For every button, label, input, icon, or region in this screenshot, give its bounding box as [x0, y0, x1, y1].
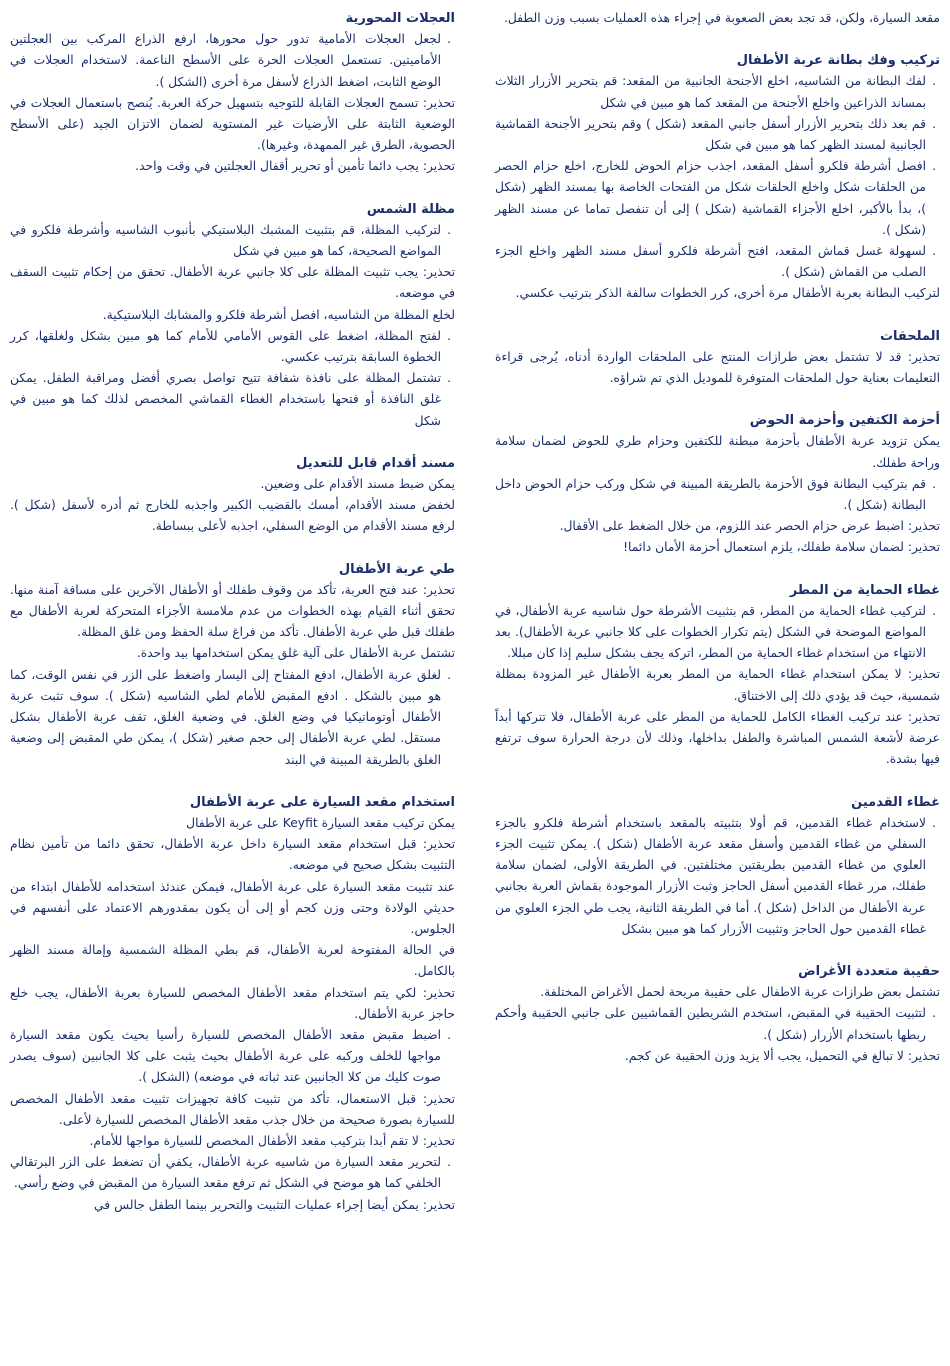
- paragraph: تشتمل بعض طرازات عربة الاطفال على حقيبة مريحة لحمل الأغراض المختلفة.: [540, 985, 940, 1000]
- manual-section: [495, 792, 940, 940]
- bullet-item: . لتركيب المظلة، قم بتثبيت المشبك البلاستيكي بأنبوب الشاسيه وأشرطة فلكرو في المواضع الصحيحة، كما هو مبين في شكل: [10, 220, 455, 262]
- section-heading: مظلة الشمس: [366, 201, 455, 217]
- paragraph: تحذير: لا تبالغ في التحميل، يجب ألا يزيد وزن الحقيبة عن كجم.: [624, 1048, 940, 1063]
- paragraph: تحذير: لكي يتم استخدام مقعد الأطفال المخصص للسيارة بعربة الأطفال، يجب خلع حاجز عربة الأطفال.: [10, 985, 455, 1021]
- section-spacer: [495, 940, 940, 961]
- section-heading: تركيب وفك بطانة عربة الأطفال: [736, 53, 940, 69]
- paragraph: تحذير: قبل استخدام مقعد السيارة داخل عربة الأطفال، تحقق دائما من تأمين نظام التثبيت بشكل صحيح في موضعه.: [10, 837, 455, 873]
- paragraph: تحذير: يمكن أيضا إجراء عمليات التثبيت والتحرير بينما الطفل جالس في: [94, 1197, 455, 1212]
- manual-section: [10, 199, 455, 432]
- manual-section: [10, 8, 455, 178]
- section-spacer: [10, 178, 455, 199]
- section-heading: مسند أقدام قابل للتعديل: [296, 455, 455, 471]
- manual-section: [495, 326, 940, 390]
- paragraph: تحذير: يجب تثبيت المظلة على كلا جانبي عربة الأطفال. تحقق من إحكام تثبيت السقف في موضعه.: [10, 265, 455, 301]
- section-heading: غطاء الحماية من المطر: [789, 582, 940, 598]
- manual-section: [495, 50, 940, 304]
- left-column: [10, 8, 455, 1216]
- section-heading: حقيبة متعددة الأغراض: [798, 963, 940, 979]
- manual-section: [495, 8, 940, 29]
- bullet-item: . قم بعد ذلك بتحرير الأزرار أسفل جانبي المقعد (شكل ) وقم بتحرير الأجنحة القماشية الجانبية لمسند الظهر كما هو مبين في شكل: [495, 114, 940, 156]
- paragraph: تحذير: تسمح العجلات القابلة للتوجيه بتسهيل حركة العربة. يُنصح باستعمال العجلات في الوضعية الثابتة على الأرضيات غير المستوية لضمان الاتزان الجيد (على الأسطح الحصوية، الطرق غير الممهدة، وغيرها).: [10, 95, 455, 153]
- bullet-item: . اضبط مقبض مقعد الأطفال المخصص للسيارة رأسيا بحيث يكون مقعد السيارة مواجها للخلف وركبه على عربة الأطفال بحيث يثبت على كلا الجانبين (سوف يصدر صوت كليك من كلا الجانبين عند ثباته في موضعه) (الشكل ).: [10, 1025, 455, 1089]
- paragraph: تحذير: عند تركيب الغطاء الكامل للحماية من المطر على عربة الأطفال، فلا تتركها أبداً عرضة لأشعة الشمس المباشرة والطفل بداخلها، وذلك لأن درجة الحرارة سوف ترتفع فيها بشدة.: [495, 709, 940, 767]
- section-heading: طي عربة الأطفال: [338, 561, 455, 577]
- section-spacer: [10, 538, 455, 559]
- bullet-item: . لتركيب غطاء الحماية من المطر، قم بتثبيت الأشرطة حول شاسيه عربة الأطفال، في المواضع الموضحة في الشكل (يتم تكرار الخطوات على كلا جانبي عربة الأطفال). بعد الانتهاء من استخدام غطاء الحماية من المطر، اتركه يجف بشكل سليم إذا كان مبللا.: [495, 601, 940, 665]
- section-heading: استخدام مقعد السيارة على عربة الأطفال: [189, 794, 455, 810]
- bullet-item: . لفك البطانة من الشاسيه، اخلع الأجنحة الجانبية من المقعد: قم بتحرير الأزرار الثلاث بمساند الذراعين واخلع الأجنحة من المقعد كما هو مبين في شكل: [495, 71, 940, 113]
- paragraph: تحذير: اضبط عرض حزام الحصر عند اللزوم، من خلال الضغط على الأقفال.: [559, 519, 940, 534]
- section-spacer: [495, 29, 940, 50]
- section-spacer: [10, 771, 455, 792]
- section-spacer: [495, 559, 940, 580]
- manual-section: [10, 792, 455, 1216]
- paragraph: تشتمل عربة الأطفال على آلية غلق يمكن استخدامها بيد واحدة.: [136, 646, 455, 661]
- bullet-item: . لاستخدام غطاء القدمين، قم أولا بتثبيته بالمقعد باستخدام أشرطة فلكرو بالجزء السفلي من غطاء القدمين وأسفل مقعد عربة الأطفال (شكل ). يمكن تثبيت الجزء العلوي من غطاء القدمين بطريقتين مختلفتين. في الطريقة الأولى، لضمان سلامة طفلك، مرر غطاء القدمين أسفل الحاجز وثبت الأزرار الموجودة بقماش العربة بجانبي عربة الأطفال من الداخل (شكل ). أما في الطريقة الثانية، يجب طي الجزء العلوي من غطاء القدمين حول الحاجز وتثبيت الأزرار كما هو مبين بشكل: [495, 813, 940, 940]
- section-heading: أحزمة الكتفين وأحزمة الحوض: [749, 413, 940, 429]
- bullet-item: . افصل أشرطة فلكرو أسفل المقعد، اجذب حزام الحوض للخارج، اخلع حزام الحصر من الحلقات شكل واخلع الحلقات شكل من الفتحات الخاصة بها بمسند الظهر (شكل )، بدأ بالأكبر، اخلع الأجزاء القماشية (شكل ) إلى أن تنفصل تماما عن مسند الظهر (شكل ).: [495, 156, 940, 241]
- section-heading: العجلات المحورية: [345, 11, 455, 26]
- paragraph: تحذير: عند فتح العربة، تأكد من وقوف طفلك أو الأطفال الآخرين على مسافة آمنة منها. تحقق أثناء القيام بهذه الخطوات من عدم ملامسة الأجزاء المتحركة لعربة الأطفال مع طفلك قبل طي عربة الأطفال. تأكد من فراغ سلة الحفظ ومن غلق المظلة.: [10, 582, 455, 640]
- manual-section: [495, 410, 940, 558]
- manual-section: [10, 559, 455, 771]
- bullet-item: . لفتح المظلة، اضغط على القوس الأمامي للأمام كما هو مبين بشكل ولغلقها، كرر الخطوة السابقة بترتيب عكسي.: [10, 326, 455, 368]
- paragraph: في الحالة المفتوحة لعربة الأطفال، قم بطي المظلة الشمسية وإمالة مسند الظهر بالكامل.: [10, 943, 455, 979]
- paragraph: تحذير: قد لا تشتمل بعض طرازات المنتج على الملحقات الواردة أدناه، يُرجى قراءة التعليمات بعناية حول الملحقات المتوفرة للموديل الذي تم شراؤه.: [495, 349, 940, 386]
- paragraph: تحذير: قبل الاستعمال، تأكد من تثبيت كافة تجهيزات تثبيت مقعد الأطفال المخصص للسيارة بصورة صحيحة من خلال جذب مقعد الأطفال المخصص للسيارة لأعلى.: [10, 1091, 455, 1127]
- section-spacer: [495, 389, 940, 410]
- manual-section: [495, 961, 940, 1067]
- bullet-item: . لغلق عربة الأطفال، ادفع المفتاح إلى اليسار واضغط على الزر في نفس الوقت، كما هو مبين بالشكل . ادفع المقبض للأمام لطي الشاسيه (شكل ). سوف تثبت عربة الأطفال أوتوماتيكيا في وضع الغلق. في وضعية الغلق، تقف عربة الأطفال بشكل مستقل. لطي عربة الأطفال إلى حجم صغير (شكل )، يمكن طي المقبض إلى وضعية الغلق بالطريقة المبينة في البند: [10, 665, 455, 771]
- paragraph: تحذير: لا تقم أبدا بتركيب مقعد الأطفال المخصص للسيارة مواجها للأمام.: [89, 1133, 455, 1148]
- paragraph: تحذير: يجب دائما تأمين أو تحرير أقفال العجلتين في وقت واحد.: [135, 159, 455, 174]
- bullet-item: . لتثبيت الحقيبة في المقبض، استخدم الشريطين القماشيين على جانبي الحقيبة وأحكم ربطها باستخدام الأزرار (شكل ).: [495, 1003, 940, 1045]
- manual-section: [10, 453, 455, 538]
- section-heading: الملحقات: [879, 328, 940, 344]
- paragraph: تحذير: لا يمكن استخدام غطاء الحماية من المطر بعربة الأطفال غير المزودة بمظلة شمسية، حيث قد يؤدي ذلك إلى الاختناق.: [495, 667, 940, 703]
- bullet-item: . لتحرير مقعد السيارة من شاسيه عربة الأطفال، يكفي أن تضغط على الزر البرتقالي الخلفي كما هو موضح في الشكل ثم ترفع مقعد السيارة من المقبض في وضع رأسي.: [10, 1152, 455, 1194]
- manual-section: [495, 580, 940, 771]
- paragraph: مقعد السيارة، ولكن، قد تجد بعض الصعوبة في إجراء هذه العمليات بسبب وزن الطفل.: [503, 11, 940, 25]
- paragraph: يمكن تركيب مقعد السيارة Keyfit على عربة الأطفال: [186, 815, 455, 830]
- bullet-item: . قم بتركيب البطانة فوق الأحزمة بالطريقة المبينة في شكل وركب حزام الحوض داخل البطانة (شكل ).: [495, 474, 940, 516]
- paragraph: تحذير: لضمان سلامة طفلك، يلزم استعمال أحزمة الأمان دائما!: [623, 540, 940, 555]
- bullet-item: . لجعل العجلات الأمامية تدور حول محورها، ارفع الذراع المركب بين العجلتين الأماميتين. تستعمل العجلات الحرة على الأسطح الناعمة. لاستخدام العجلات في الوضع الثابت، اضغط الذراع لأسفل مرة أخرى (الشكل ).: [10, 29, 455, 93]
- bullet-item: . تشتمل المظلة على نافذة شفافة تتيح تواصل بصري أفضل ومراقبة الطفل. يمكن غلق النافذة أو فتحها باستخدام الغطاء القماشي المخصص لذلك كما هو مبين في شكل: [10, 368, 455, 432]
- section-spacer: [495, 771, 940, 792]
- paragraph: لخلع المظلة من الشاسيه، افصل أشرطة فلكرو والمشابك البلاستيكية.: [102, 307, 455, 322]
- paragraph: عند تثبيت مقعد السيارة على عربة الأطفال، فيمكن عندئذ استخدامه للأطفال ابتداء من حديثي الولادة وحتى وزن كجم أو إلى أن يكون بمقدورهم الاعتماد على أنفسهم في الجلوس.: [10, 879, 455, 936]
- section-spacer: [10, 432, 455, 453]
- section-heading: غطاء القدمين: [851, 794, 940, 810]
- section-spacer: [495, 305, 940, 326]
- paragraph: يمكن ضبط مسند الأقدام على وضعين.: [260, 477, 455, 492]
- paragraph: يمكن تزويد عربة الأطفال بأحزمة مبطنة للكتفين وحزام طري للحوض لضمان سلامة وراحة طفلك.: [495, 434, 940, 470]
- paragraph: لتركيب البطانة بعربة الأطفال مرة أخرى، كرر الخطوات سالفة الذكر بترتيب عكسي.: [515, 286, 940, 301]
- paragraph: لخفض مسند الأقدام، أمسك بالقضيب الكبير واجذبه للخارج ثم أدره لأسفل (شكل ). لرفع مسند الأقدام من الوضع السفلي، اجذبه لأعلى ببساطة.: [10, 498, 455, 534]
- bullet-item: . لسهولة غسل قماش المقعد، افتح أشرطة فلكرو أسفل مسند الظهر واخلع الجزء الصلب من القماش (شكل ).: [495, 241, 940, 283]
- right-column: [495, 8, 940, 1067]
